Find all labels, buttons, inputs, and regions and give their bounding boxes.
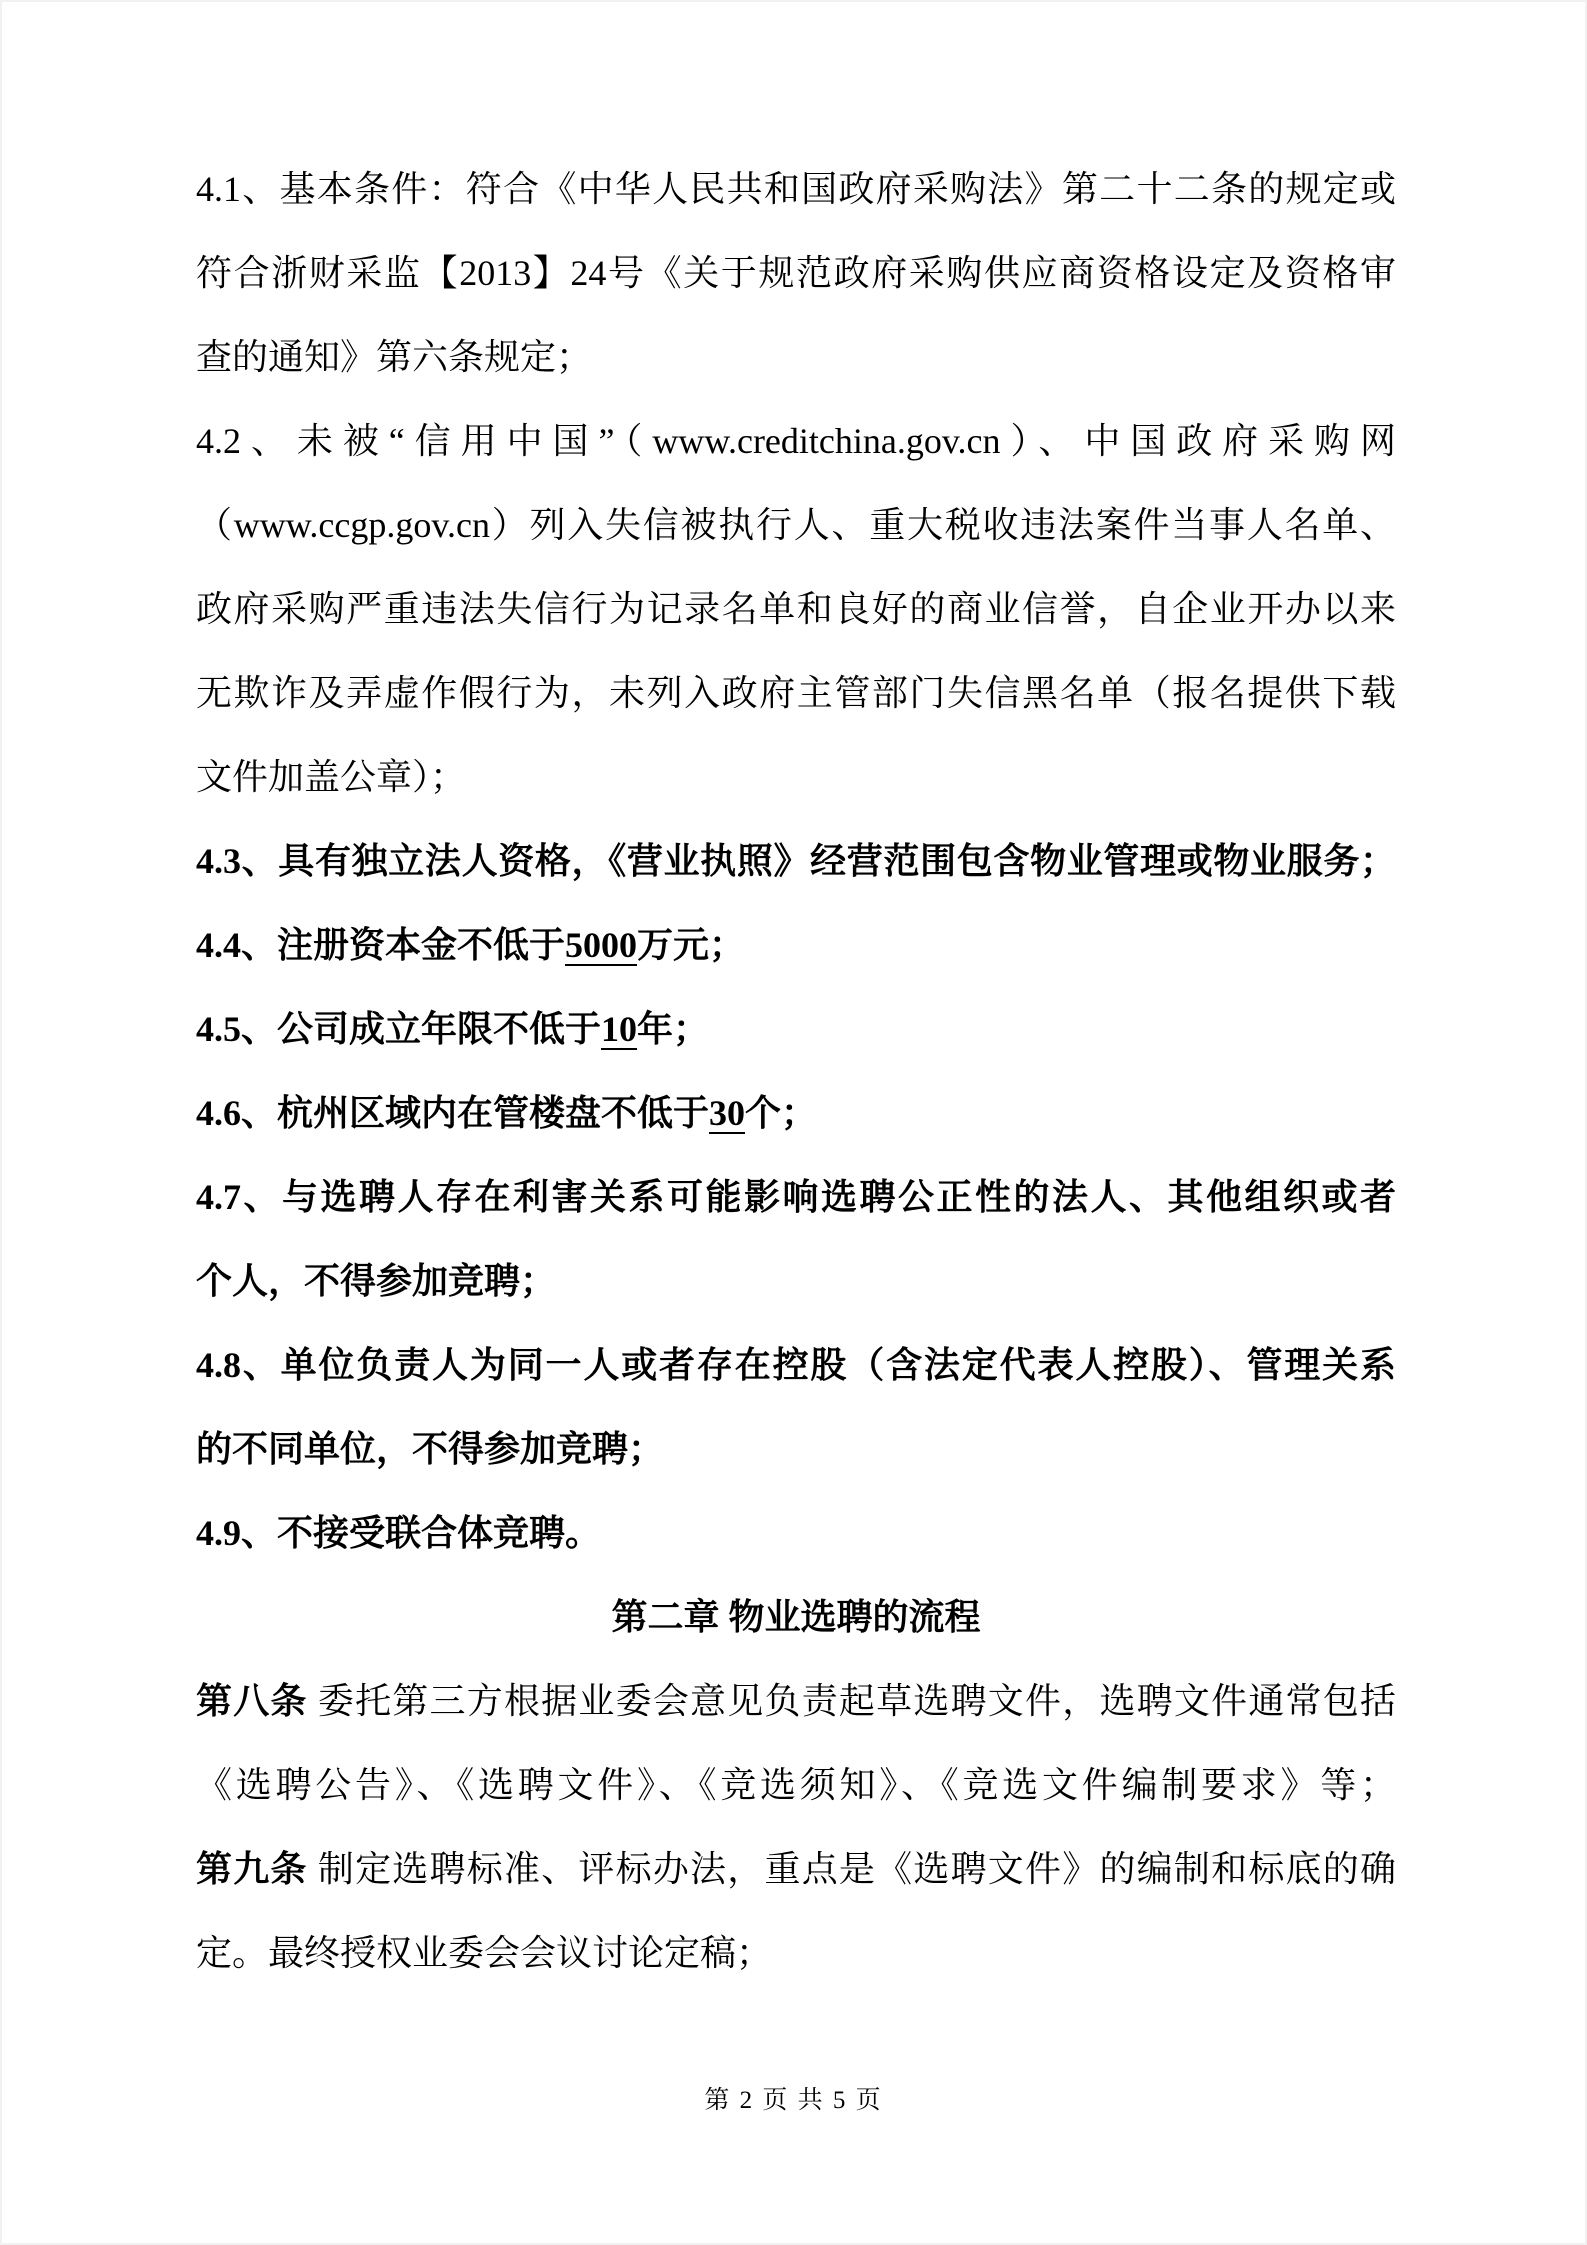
clause-4-2-text: 政府采购严重违法失信行为记录名单和良好的商业信誉，自企业开办以来 [196,589,1396,629]
clause-4-5-text: 10 [601,1009,638,1049]
clause-4-8-text: 4.8、单位负责人为同一人或者存在控股（含法定代表人控股）、管理关系 [196,1345,1396,1385]
article-9-text: 定。最终授权业委会会议讨论定稿； [196,1933,773,1973]
clause-4-2 [196,483,1396,567]
article-8-text: 第八条 [196,1681,308,1721]
clause-4-2 [196,399,1396,483]
clause-4-4-text: 5000 [565,925,638,965]
article-8 [196,1659,1396,1743]
article-8-text: 《选聘公告》、《选聘文件》、《竞选须知》、《竞选文件编制要求》等； [196,1765,1396,1805]
clause-4-8 [196,1323,1396,1407]
clause-4-3-text: 4.3、具有独立法人资格，《营业执照》经营范围包含物业管理或物业服务； [196,841,1396,881]
document-body [196,147,1396,1995]
clause-4-5-text: 4.5、公司成立年限不低于 [196,1009,602,1049]
clause-4-7 [196,1155,1396,1239]
clause-4-4-text: 万元； [637,925,746,965]
clause-4-4-text: 4.4、注册资本金不低于 [196,925,566,965]
clause-4-1-text: 符合浙财采监【2013】24号《关于规范政府采购供应商资格设定及资格审 [196,253,1396,293]
article-9 [196,1827,1396,1911]
clause-4-1 [196,315,1396,399]
clause-4-1-text: 4.1、基本条件：符合《中华人民共和国政府采购法》第二十二条的规定或 [196,169,1396,209]
article-8-text: 委托第三方根据业委会意见负责起草选聘文件，选聘文件通常包括 [307,1681,1396,1721]
clause-4-4 [196,903,1396,987]
clause-4-8 [196,1407,1396,1491]
article-9-text: 第九条 [196,1849,308,1889]
clause-4-7 [196,1239,1396,1323]
clause-4-5 [196,987,1396,1071]
article-8 [196,1743,1396,1827]
chapter-heading-text: 第二章 物业选聘的流程 [611,1597,981,1637]
clause-4-6 [196,1071,1396,1155]
clause-4-2 [196,735,1396,819]
page-number-footer: 第 2 页 共 5 页 [704,2087,883,2114]
clause-4-6-text: 4.6、杭州区域内在管楼盘不低于 [196,1093,710,1133]
chapter-heading [196,1575,1396,1659]
clause-4-7-text: 个人，不得参加竞聘； [196,1261,557,1301]
clause-4-6-text: 个； [745,1093,818,1133]
clause-4-2-text: （www.ccgp.gov.cn）列入失信被执行人、重大税收违法案件当事人名单、 [196,505,1396,545]
article-9-text: 制定选聘标准、评标办法，重点是《选聘文件》的编制和标底的确 [307,1849,1396,1889]
clause-4-2-text: 文件加盖公章）； [196,757,467,797]
clause-4-2-text: 4.2、未被“信用中国”（www.creditchina.gov.cn）、中国政府采购网 [196,421,1396,461]
clause-4-1-text: 查的通知》第六条规定； [196,337,593,377]
clause-4-2 [196,567,1396,651]
clause-4-2-text: 无欺诈及弄虚作假行为，未列入政府主管部门失信黑名单（报名提供下载 [196,673,1396,713]
article-9 [196,1911,1396,1995]
clause-4-9 [196,1491,1396,1575]
clause-4-1 [196,147,1396,231]
clause-4-7-text: 4.7、与选聘人存在利害关系可能影响选聘公正性的法人、其他组织或者 [196,1177,1396,1217]
clause-4-1 [196,231,1396,315]
clause-4-3 [196,819,1396,903]
clause-4-8-text: 的不同单位，不得参加竞聘； [196,1429,665,1469]
clause-4-2 [196,651,1396,735]
clause-4-6-text: 30 [709,1093,746,1133]
clause-4-5-text: 年； [637,1009,710,1049]
clause-4-9-text: 4.9、不接受联合体竞聘。 [196,1513,602,1553]
